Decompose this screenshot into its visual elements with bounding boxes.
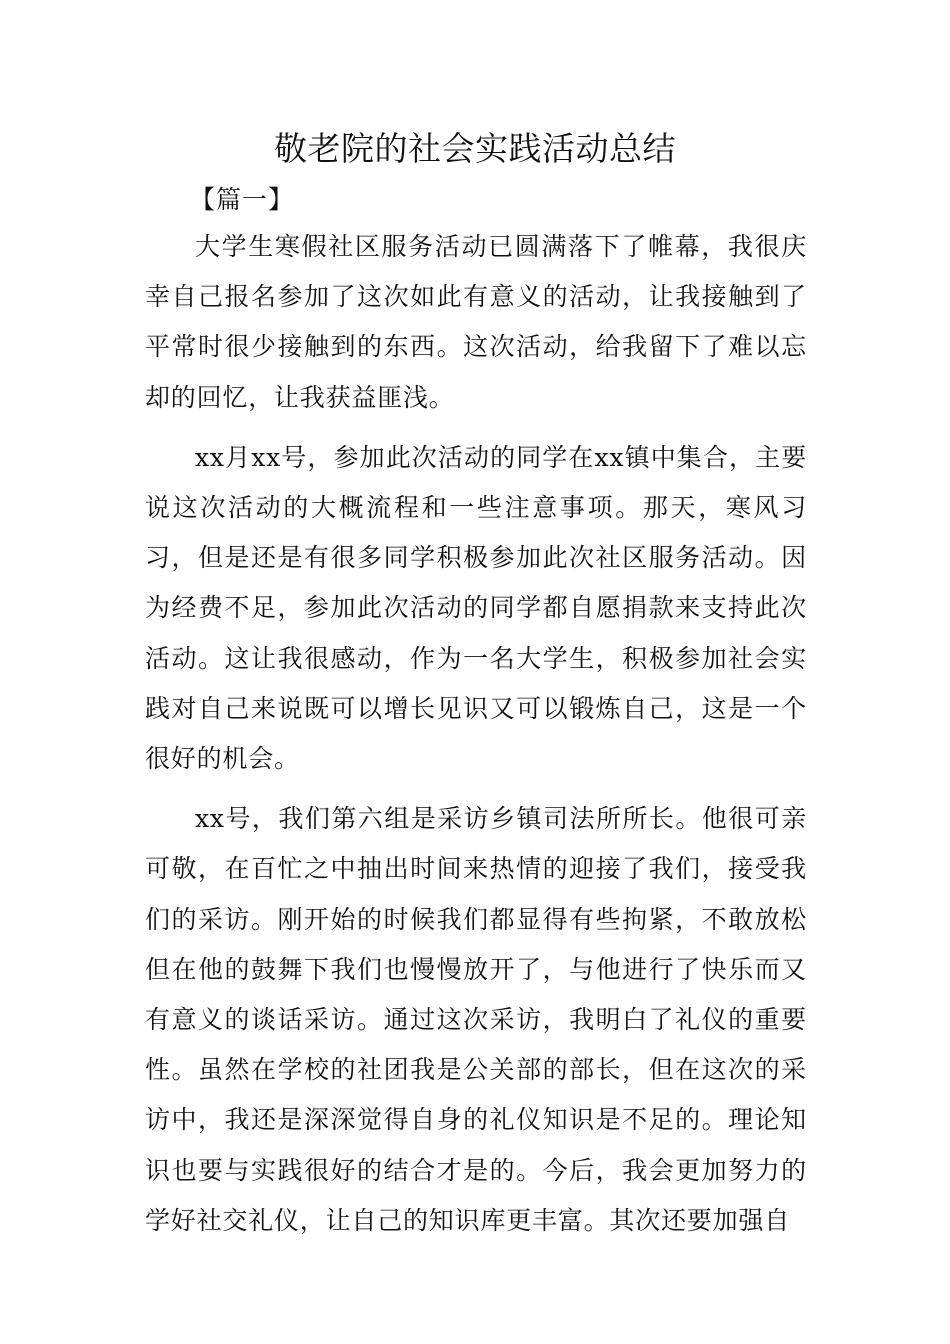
document-body	[145, 222, 807, 1256]
paragraph-2: xx月xx号，参加此次活动的同学在xx镇中集合，主要说这次活动的大概流程和一些注意事项。那天，寒风习习，但是还是有很多同学积极参加此次社区服务活动。因为经费不足，参加此次活动的同学都自愿捐款来支持此次活动。这让我很感动，作为一名大学生，积极参加社会实践对自己来说既可以增长见识又可以锻炼自己，这是一个很好的机会。	[145, 442, 807, 774]
section-label: 【篇一】	[190, 185, 295, 214]
paragraph-1: 大学生寒假社区服务活动已圆满落下了帷幕，我很庆幸自己报名参加了这次如此有意义的活动，让我接触到了平常时很少接触到的东西。这次活动，给我留下了难以忘却的回忆，让我获益匪浅。	[145, 232, 807, 412]
paragraph-3: xx号，我们第六组是采访乡镇司法所所长。他很可亲可敬，在百忙之中抽出时间来热情的迎接了我们，接受我们的采访。刚开始的时候我们都显得有些拘紧，不敢放松但在他的鼓舞下我们也慢慢放开了，与他进行了快乐而又有意义的谈话采访。通过这次采访，我明白了礼仪的重要性。虽然在学校的社团我是公关部的部长，但在这次的采访中，我还是深深觉得自身的礼仪知识是不足的。理论知识也要与实践很好的结合才是的。今后，我会更加努力的学好社交礼仪，让自己的知识库更丰富。其次还要加强自	[145, 804, 807, 1235]
document-title: 敬老院的社会实践活动总结	[274, 129, 676, 168]
